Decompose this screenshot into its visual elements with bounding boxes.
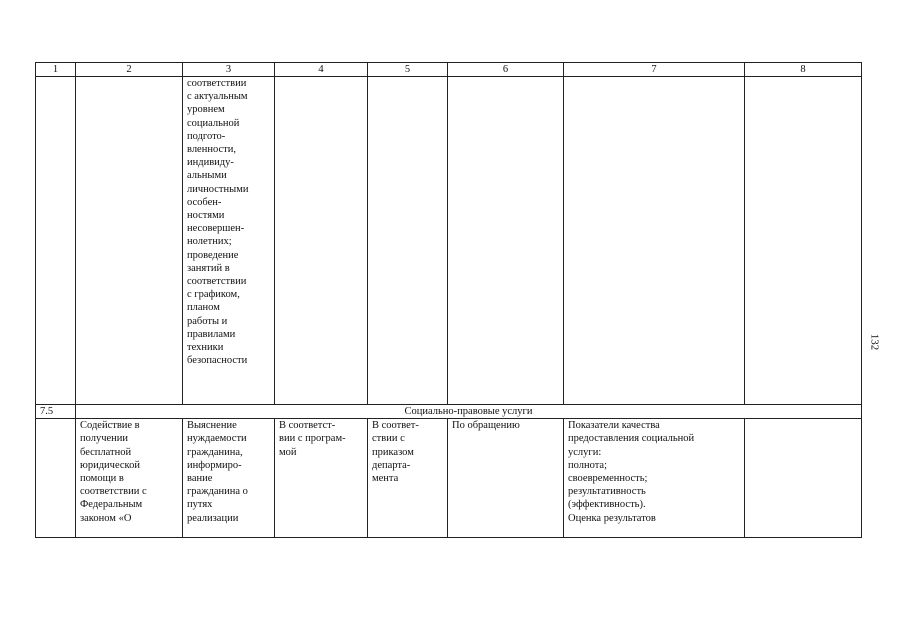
timing-cell: В соответ- ствии с приказом департа- мента — [368, 419, 448, 538]
table-cell — [368, 77, 448, 405]
table-cell — [275, 77, 368, 405]
table-row-legal-aid — [36, 419, 862, 538]
section-number: 7.5 — [36, 405, 76, 419]
service-description-cell: Выяснение нуждаемости гражданина, информиро- вание гражданина о путях реализации — [183, 419, 275, 538]
table-cell — [564, 77, 745, 405]
header-cell-5: 5 — [368, 63, 448, 77]
table-cell — [36, 77, 76, 405]
frequency-cell: По обращению — [448, 419, 564, 538]
section-row — [36, 405, 862, 419]
section-title: Социально-правовые услуги — [76, 405, 862, 419]
header-cell-8: 8 — [745, 63, 862, 77]
table-cell — [448, 77, 564, 405]
header-cell-7: 7 — [564, 63, 745, 77]
quality-indicators-cell: Показатели качества предоставления социальной услуги: полнота; своевременность; результативность (эффективность). Оценка результатов — [564, 419, 745, 538]
header-cell-3: 3 — [183, 63, 275, 77]
header-cell-4: 4 — [275, 63, 368, 77]
page-number: 132 — [868, 333, 881, 351]
table-cell — [76, 77, 183, 405]
table-cell-description: соответствии с актуальным уровнем социальной подгото- вленности, индивиду- альными личностными особен- ностями несовершен- нолетних; проведение занятий в соответствии с графиком, планом работы и правилами техники безопасности — [183, 77, 275, 405]
header-cell-2: 2 — [76, 63, 183, 77]
header-cell-6: 6 — [448, 63, 564, 77]
header-row — [36, 63, 862, 77]
table-cell — [745, 419, 862, 538]
table-cell — [36, 419, 76, 538]
service-name-cell: Содействие в получении бесплатной юридической помощи в соответствии с Федеральным законом «О — [76, 419, 183, 538]
table-row-continuation — [36, 77, 862, 405]
services-table — [35, 62, 862, 538]
volume-cell: В соответст- вии с програм- мой — [275, 419, 368, 538]
table-cell — [745, 77, 862, 405]
header-cell-1: 1 — [36, 63, 76, 77]
